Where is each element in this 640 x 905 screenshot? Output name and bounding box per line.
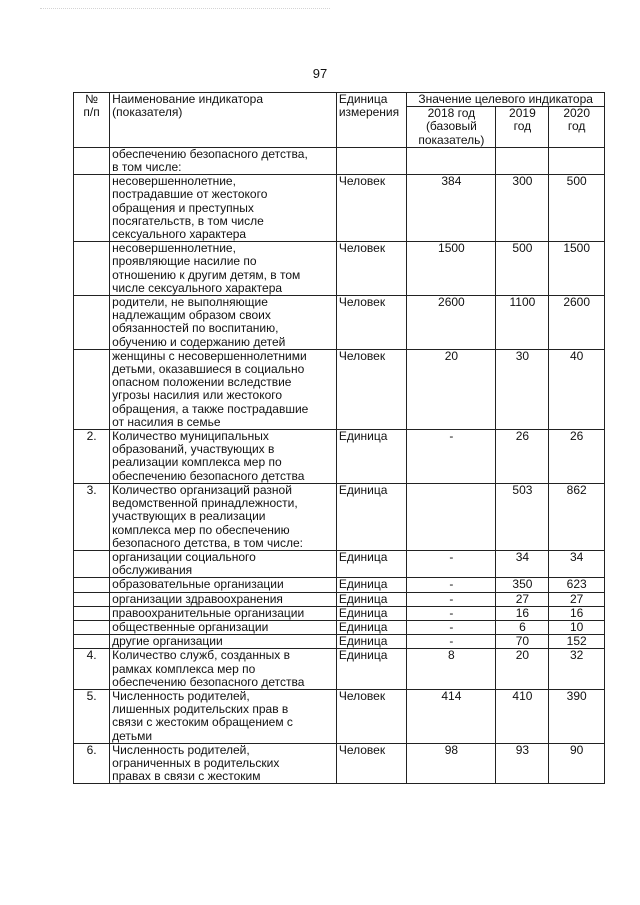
row-value-2019: 16 (496, 606, 549, 620)
row-value-2018: - (407, 578, 496, 592)
table-row (74, 649, 605, 690)
table-row (74, 242, 605, 296)
table-row (74, 483, 605, 550)
row-name: женщины с несовершеннолетними детьми, оказавшиеся в социально опасном положении вследствие угрозы насилия или жестокого обращения, а также пострадавшие от насилия в семье (110, 349, 337, 429)
row-value-2018: - (407, 635, 496, 649)
row-unit: Единица (336, 620, 406, 634)
row-value-2018: - (407, 592, 496, 606)
indicator-table (73, 92, 605, 784)
row-value-2018: 98 (407, 743, 496, 784)
header-name-text: Наименование индикатора (показателя) (112, 92, 264, 120)
row-value-2020: 16 (549, 606, 605, 620)
row-num (74, 242, 110, 296)
row-unit: Человек (336, 296, 406, 350)
row-num (74, 592, 110, 606)
row-name: Численность родителей, лишенных родительских прав в связи с жестоким обращением с детьми (110, 689, 337, 743)
row-unit: Единица (336, 483, 406, 550)
row-value-2020: 32 (549, 649, 605, 690)
row-num: 2. (74, 430, 110, 484)
row-num (74, 635, 110, 649)
table-row (74, 578, 605, 592)
row-num (74, 606, 110, 620)
header-2018-text: 2018 год (базовый показатель) (418, 106, 485, 147)
row-name: Численность родителей, ограниченных в родительских правах в связи с жестоким (110, 743, 337, 784)
header-target (407, 93, 605, 107)
row-value-2018: 384 (407, 175, 496, 242)
row-num (74, 296, 110, 350)
row-value-2019: 34 (496, 550, 549, 577)
scan-artifact (40, 8, 330, 12)
header-num-text: № п/п (83, 92, 100, 120)
row-value-2020: 390 (549, 689, 605, 743)
row-unit: Единица (336, 649, 406, 690)
row-value-2019: 20 (496, 649, 549, 690)
row-num: 5. (74, 689, 110, 743)
header-name (110, 93, 337, 148)
row-value-2018: 1500 (407, 242, 496, 296)
table-row (74, 296, 605, 350)
table-row (74, 606, 605, 620)
table-row (74, 349, 605, 429)
row-value-2018: 2600 (407, 296, 496, 350)
row-name: правоохранительные организации (110, 606, 337, 620)
row-value-2019 (496, 147, 549, 174)
row-value-2019: 93 (496, 743, 549, 784)
header-2020-text: 2020 год (563, 106, 591, 134)
row-value-2020: 40 (549, 349, 605, 429)
row-value-2018: 8 (407, 649, 496, 690)
table-row (74, 550, 605, 577)
row-value-2019: 410 (496, 689, 549, 743)
row-value-2018: - (407, 550, 496, 577)
row-name: обеспечению безопасного детства, в том числе: (110, 147, 337, 174)
table-header (74, 93, 605, 148)
row-value-2019: 70 (496, 635, 549, 649)
row-value-2020: 152 (549, 635, 605, 649)
row-unit: Единица (336, 578, 406, 592)
row-value-2019: 350 (496, 578, 549, 592)
row-name: несовершеннолетние, пострадавшие от жестокого обращения и преступных посягательств, в том числе сексуального характера (110, 175, 337, 242)
table-row (74, 175, 605, 242)
row-value-2019: 6 (496, 620, 549, 634)
header-2019-text: 2019 год (509, 106, 536, 134)
row-value-2019: 503 (496, 483, 549, 550)
row-value-2018: - (407, 606, 496, 620)
table-row (74, 743, 605, 784)
row-name: организации социального обслуживания (110, 550, 337, 577)
table-row (74, 635, 605, 649)
header-2019 (496, 107, 549, 148)
row-value-2018 (407, 483, 496, 550)
row-value-2020: 34 (549, 550, 605, 577)
row-value-2020: 90 (549, 743, 605, 784)
row-num (74, 620, 110, 634)
row-num (74, 578, 110, 592)
row-unit: Человек (336, 349, 406, 429)
row-num (74, 550, 110, 577)
row-num: 4. (74, 649, 110, 690)
row-value-2020: 10 (549, 620, 605, 634)
row-name: Количество организаций разной ведомственной принадлежности, участвующих в реализации комплекса мер по обеспечению безопасного детства, в том числе: (110, 483, 337, 550)
row-unit (336, 147, 406, 174)
row-value-2018 (407, 147, 496, 174)
row-value-2020 (549, 147, 605, 174)
row-value-2020: 27 (549, 592, 605, 606)
row-name: общественные организации (110, 620, 337, 634)
header-unit-text: Единица измерения (338, 92, 400, 120)
row-name: образовательные организации (110, 578, 337, 592)
row-value-2020: 26 (549, 430, 605, 484)
table-row (74, 592, 605, 606)
row-value-2019: 27 (496, 592, 549, 606)
table-row (74, 147, 605, 174)
table-row (74, 430, 605, 484)
row-value-2019: 26 (496, 430, 549, 484)
row-value-2020: 862 (549, 483, 605, 550)
header-2020 (549, 107, 605, 148)
row-unit: Единица (336, 606, 406, 620)
row-value-2018: - (407, 620, 496, 634)
row-value-2018: 20 (407, 349, 496, 429)
row-unit: Человек (336, 743, 406, 784)
table-row (74, 620, 605, 634)
row-num: 3. (74, 483, 110, 550)
row-unit: Единица (336, 430, 406, 484)
row-unit: Единица (336, 635, 406, 649)
row-unit: Человек (336, 689, 406, 743)
row-name: родители, не выполняющие надлежащим образом своих обязанностей по воспитанию, обучению и содержанию детей (110, 296, 337, 350)
row-name: несовершеннолетние, проявляющие насилие по отношению к другим детям, в том числе сексуального характера (110, 242, 337, 296)
row-value-2019: 500 (496, 242, 549, 296)
row-name: Количество служб, созданных в рамках комплекса мер по обеспечению безопасного детства (110, 649, 337, 690)
row-value-2020: 623 (549, 578, 605, 592)
row-value-2019: 1100 (496, 296, 549, 350)
row-unit: Человек (336, 242, 406, 296)
row-name: Количество муниципальных образований, участвующих в реализации комплекса мер по обеспечению безопасного детства (110, 430, 337, 484)
row-value-2020: 1500 (549, 242, 605, 296)
row-value-2018: 414 (407, 689, 496, 743)
row-name: организации здравоохранения (110, 592, 337, 606)
row-unit: Человек (336, 175, 406, 242)
row-value-2020: 2600 (549, 296, 605, 350)
row-value-2019: 300 (496, 175, 549, 242)
header-num (74, 93, 110, 148)
header-unit (336, 93, 406, 148)
row-num (74, 147, 110, 174)
page-number: 97 (312, 66, 328, 81)
row-value-2019: 30 (496, 349, 549, 429)
row-value-2018: - (407, 430, 496, 484)
table-body (74, 147, 605, 784)
row-unit: Единица (336, 550, 406, 577)
row-name: другие организации (110, 635, 337, 649)
row-num (74, 175, 110, 242)
row-unit: Единица (336, 592, 406, 606)
row-value-2020: 500 (549, 175, 605, 242)
row-num (74, 349, 110, 429)
table-row (74, 689, 605, 743)
header-target-text: Значение целевого индикатора (418, 92, 593, 106)
row-num: 6. (74, 743, 110, 784)
header-2018 (407, 107, 496, 148)
